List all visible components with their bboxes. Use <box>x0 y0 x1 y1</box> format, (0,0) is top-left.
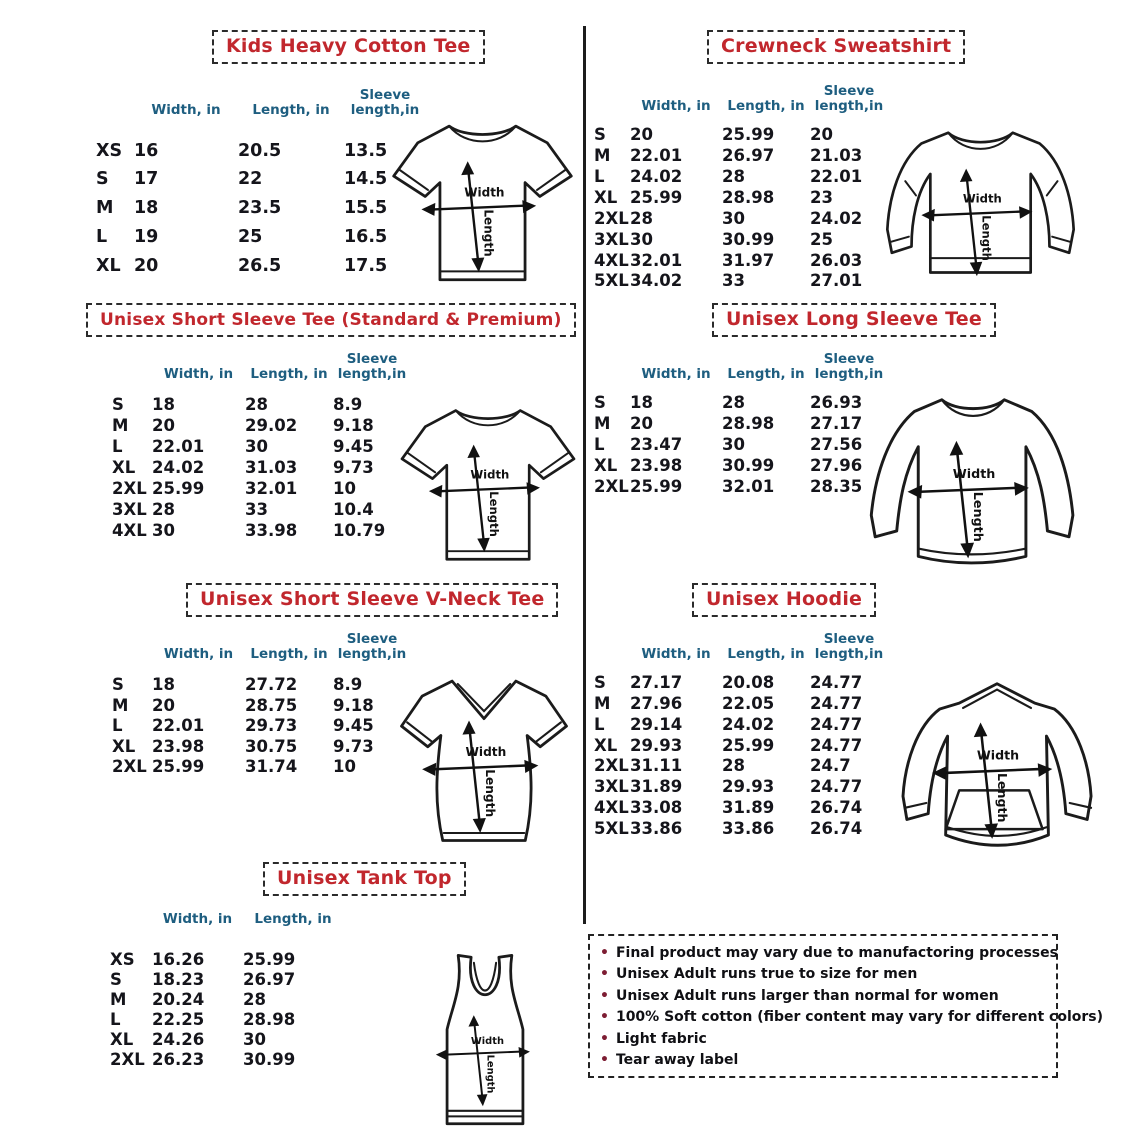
measurement-value: 27.96 <box>630 693 683 713</box>
size-row <box>112 715 411 736</box>
measurement-value: 25.99 <box>243 949 296 969</box>
measurement-value: 26.74 <box>810 797 863 817</box>
size-row <box>96 194 426 223</box>
size-label: 3XL <box>594 777 629 797</box>
size-label: 2XL <box>594 477 629 497</box>
table-header-row <box>594 84 888 114</box>
measurement-value: 9.73 <box>333 736 374 756</box>
size-row <box>96 223 426 252</box>
measurement-value: 33 <box>722 271 745 291</box>
size-label: L <box>594 435 605 455</box>
size-row <box>112 415 411 436</box>
size-row <box>112 436 411 457</box>
size-row <box>594 187 888 208</box>
column-header: Length, in <box>727 646 805 663</box>
measurement-value: 20 <box>810 125 833 145</box>
tank-top-illustration <box>424 948 546 1133</box>
measurement-value: 30 <box>243 1030 266 1050</box>
section-title-unisex-hoodie: Unisex Hoodie <box>692 583 876 617</box>
measurement-value: 33.86 <box>630 818 683 838</box>
column-header: Length, in <box>250 366 328 383</box>
measurement-value: 20 <box>152 416 175 436</box>
size-label: XL <box>594 735 618 755</box>
measurement-value: 27.72 <box>245 675 298 695</box>
width-arrow-label: Width <box>470 1036 504 1048</box>
size-row <box>96 136 426 165</box>
size-row <box>594 818 888 839</box>
size-label: 3XL <box>594 229 629 249</box>
measurement-value: 20.5 <box>238 140 282 161</box>
section-title-tank-top: Unisex Tank Top <box>263 862 466 896</box>
size-row <box>110 949 343 969</box>
size-label: 4XL <box>112 521 147 541</box>
size-label: L <box>594 714 605 734</box>
size-label: XL <box>594 456 618 476</box>
measurement-value: 15.5 <box>344 198 388 219</box>
measurement-value: 18 <box>134 198 159 219</box>
measurement-value: 29.14 <box>630 714 683 734</box>
size-row <box>594 413 888 434</box>
measurement-value: 33 <box>245 500 268 520</box>
measurement-value: 18 <box>152 675 175 695</box>
measurement-value: 29.02 <box>245 416 298 436</box>
vneck-tee-illustration <box>395 668 573 848</box>
measurement-value: 9.45 <box>333 437 374 457</box>
size-row <box>112 394 411 415</box>
width-arrow-label: Width <box>962 191 1002 206</box>
table-header-row <box>112 632 411 662</box>
size-label: S <box>594 125 606 145</box>
size-row <box>112 757 411 778</box>
column-header: Sleeve length,in <box>814 351 884 383</box>
measurement-value: 28.98 <box>243 1009 296 1029</box>
bullet-icon: • <box>600 945 609 961</box>
column-header: Sleeve length,in <box>337 631 407 663</box>
product-notes-box <box>588 934 1103 1078</box>
size-row <box>594 755 888 776</box>
measurement-value: 23 <box>810 187 833 207</box>
measurement-value: 26.97 <box>722 146 775 166</box>
measurement-value: 18.23 <box>152 969 205 989</box>
size-label: 4XL <box>594 250 629 270</box>
section-title-crewneck-sweatshirt: Crewneck Sweatshirt <box>707 30 965 64</box>
long-sleeve-tee-illustration <box>860 390 1092 574</box>
size-row <box>110 1029 343 1049</box>
measurement-value: 20 <box>152 695 175 715</box>
table-header-row <box>594 632 888 662</box>
bullet-icon: • <box>600 1052 609 1069</box>
measurement-value: 28 <box>245 395 268 415</box>
measurement-value: 22.05 <box>722 693 775 713</box>
measurement-value: 31.89 <box>630 777 683 797</box>
size-table-long-sleeve-tee <box>594 352 888 497</box>
table-header-row <box>112 352 411 382</box>
size-row <box>594 124 888 145</box>
column-header: Length, in <box>727 366 805 383</box>
measurement-value: 26.23 <box>152 1050 205 1070</box>
measurement-value: 28.35 <box>810 477 863 497</box>
measurement-value: 24.26 <box>152 1030 205 1050</box>
measurement-value: 25 <box>810 229 833 249</box>
size-label: 2XL <box>594 208 629 228</box>
measurement-value: 32.01 <box>245 479 298 499</box>
measurement-value: 10.4 <box>333 500 374 520</box>
measurement-value: 22.01 <box>152 716 205 736</box>
measurement-value: 16.26 <box>152 949 205 969</box>
section-title-vneck-tee: Unisex Short Sleeve V-Neck Tee <box>186 583 558 617</box>
length-arrow-label: Length <box>979 215 994 261</box>
measurement-value: 30 <box>152 521 175 541</box>
measurement-value: 31.03 <box>245 458 298 478</box>
size-row <box>594 797 888 818</box>
size-label: 2XL <box>110 1050 145 1070</box>
width-arrow-label: Width <box>465 745 507 760</box>
measurement-value: 20 <box>630 125 653 145</box>
size-label: M <box>110 989 127 1009</box>
section-title-long-sleeve-tee: Unisex Long Sleeve Tee <box>712 303 996 337</box>
measurement-value: 28 <box>630 208 653 228</box>
measurement-value: 26.5 <box>238 255 282 276</box>
size-label: XL <box>110 1030 134 1050</box>
size-label: M <box>594 414 611 434</box>
measurement-value: 8.9 <box>333 395 363 415</box>
measurement-value: 18 <box>630 393 653 413</box>
measurement-value: 30 <box>630 229 653 249</box>
column-header: Width, in <box>163 646 234 663</box>
column-header: Width, in <box>163 366 234 383</box>
column-divider-line <box>583 26 586 924</box>
size-label: L <box>110 1009 121 1029</box>
measurement-value: 27.56 <box>810 435 863 455</box>
size-label: XL <box>112 736 136 756</box>
column-header: Width, in <box>162 911 233 927</box>
measurement-value: 22.01 <box>630 146 683 166</box>
measurement-value: 10 <box>333 479 356 499</box>
size-row <box>594 714 888 735</box>
hoodie-illustration <box>888 676 1108 866</box>
measurement-value: 25.99 <box>152 757 205 777</box>
size-table-standard-tee <box>112 352 411 541</box>
length-arrow-label: Length <box>481 209 496 257</box>
measurement-value: 27.17 <box>630 673 683 693</box>
measurement-value: 28 <box>722 166 745 186</box>
width-arrow-label: Width <box>952 466 996 482</box>
measurement-value: 30.99 <box>243 1050 296 1070</box>
table-header-row <box>96 88 426 118</box>
section-title-kids-heavy-cotton-tee: Kids Heavy Cotton Tee <box>212 30 485 64</box>
size-row <box>594 735 888 756</box>
size-row <box>112 736 411 757</box>
measurement-value: 17.5 <box>344 255 388 276</box>
size-row <box>112 478 411 499</box>
measurement-value: 20.08 <box>722 673 775 693</box>
size-label: 2XL <box>594 756 629 776</box>
size-row <box>112 674 411 695</box>
size-row <box>594 776 888 797</box>
note-item: • Unisex Adult runs true to size for men <box>600 966 918 983</box>
measurement-value: 23.98 <box>630 456 683 476</box>
length-arrow-label: Length <box>484 1054 496 1094</box>
size-row <box>112 695 411 716</box>
column-header: Width, in <box>641 366 711 383</box>
tshirt-illustration-standard <box>398 398 578 570</box>
measurement-value: 32.01 <box>722 477 775 497</box>
measurement-value: 24.02 <box>152 458 205 478</box>
measurement-value: 9.73 <box>333 458 374 478</box>
column-header: Sleeve length,in <box>350 87 420 119</box>
size-row <box>594 455 888 476</box>
measurement-value: 13.5 <box>344 140 388 161</box>
length-arrow-label: Length <box>971 491 987 542</box>
note-item: • Unisex Adult runs larger than normal for women <box>600 987 999 1004</box>
measurement-value: 24.02 <box>810 208 863 228</box>
size-row <box>594 434 888 455</box>
size-label: S <box>594 673 606 693</box>
measurement-value: 24.02 <box>722 714 775 734</box>
measurement-value: 25.99 <box>722 735 775 755</box>
note-item: • 100% Soft cotton (fiber content may vary for different colors) <box>600 1009 1103 1026</box>
size-row <box>594 250 888 271</box>
measurement-value: 26.97 <box>243 969 296 989</box>
length-arrow-label: Length <box>482 769 497 818</box>
size-label: XL <box>594 187 618 207</box>
measurement-value: 22.01 <box>810 166 863 186</box>
measurement-value: 33.08 <box>630 797 683 817</box>
measurement-value: 24.77 <box>810 693 863 713</box>
measurement-value: 24.77 <box>810 673 863 693</box>
column-header: Sleeve length,in <box>814 83 884 115</box>
size-label: 2XL <box>112 479 147 499</box>
size-label: 4XL <box>594 797 629 817</box>
measurement-value: 17 <box>134 169 159 190</box>
measurement-value: 28 <box>722 756 745 776</box>
size-row <box>594 693 888 714</box>
size-row <box>112 457 411 478</box>
size-table-crewneck <box>594 84 888 291</box>
size-label: XS <box>96 140 123 161</box>
size-label: L <box>96 227 108 247</box>
measurement-value: 18 <box>152 395 175 415</box>
size-label: 5XL <box>594 271 629 291</box>
measurement-value: 24.77 <box>810 777 863 797</box>
measurement-value: 29.93 <box>630 735 683 755</box>
measurement-value: 25 <box>238 227 263 247</box>
width-arrow-label: Width <box>464 185 505 200</box>
measurement-value: 9.18 <box>333 695 374 715</box>
column-header: Width, in <box>641 646 711 663</box>
size-row <box>96 165 426 194</box>
size-label: S <box>594 393 606 413</box>
size-row <box>594 392 888 413</box>
size-label: 3XL <box>112 500 147 520</box>
size-row <box>110 989 343 1009</box>
size-label: 5XL <box>594 818 629 838</box>
size-label: S <box>110 969 122 989</box>
size-table-vneck-tee <box>112 632 411 777</box>
size-label: L <box>594 166 605 186</box>
column-header: Length, in <box>727 98 805 115</box>
measurement-value: 10.79 <box>333 521 386 541</box>
size-label: M <box>112 416 129 436</box>
bullet-icon: • <box>600 1030 609 1047</box>
size-row <box>96 251 426 280</box>
note-item: • Light fabric <box>600 1030 707 1047</box>
measurement-value: 30 <box>722 208 745 228</box>
size-table-tank-top <box>110 912 343 1070</box>
measurement-value: 23.98 <box>152 736 205 756</box>
measurement-value: 28 <box>722 393 745 413</box>
bullet-icon: • <box>600 987 609 1004</box>
note-item: • Tear away label <box>600 1052 739 1069</box>
size-table-hoodie <box>594 632 888 839</box>
measurement-value: 33.98 <box>245 521 298 541</box>
size-row <box>594 476 888 497</box>
measurement-value: 28.75 <box>245 695 298 715</box>
measurement-value: 25.99 <box>152 479 205 499</box>
size-label: 2XL <box>112 757 147 777</box>
measurement-value: 24.02 <box>630 166 683 186</box>
column-header: Length, in <box>250 646 328 663</box>
column-header: Width, in <box>641 98 711 115</box>
measurement-value: 33.86 <box>722 818 775 838</box>
measurement-value: 30.99 <box>722 229 775 249</box>
measurement-value: 29.73 <box>245 716 298 736</box>
size-label: XL <box>112 458 136 478</box>
measurement-value: 10 <box>333 757 356 777</box>
size-row <box>110 969 343 989</box>
measurement-value: 20 <box>630 414 653 434</box>
column-header: Sleeve length,in <box>337 351 407 383</box>
measurement-value: 32.01 <box>630 250 683 270</box>
size-label: M <box>594 693 611 713</box>
column-header: Length, in <box>254 911 332 927</box>
measurement-value: 31.74 <box>245 757 298 777</box>
measurement-value: 28.98 <box>722 414 775 434</box>
measurement-value: 16.5 <box>344 227 388 247</box>
size-row <box>594 208 888 229</box>
bullet-icon: • <box>600 966 609 983</box>
measurement-value: 22.25 <box>152 1009 205 1029</box>
measurement-value: 25.99 <box>630 477 683 497</box>
measurement-value: 31.89 <box>722 797 775 817</box>
measurement-value: 26.03 <box>810 250 863 270</box>
measurement-value: 8.9 <box>333 675 363 695</box>
measurement-value: 9.45 <box>333 716 374 736</box>
tshirt-illustration-kids <box>390 112 575 292</box>
measurement-value: 22 <box>238 169 263 190</box>
width-arrow-label: Width <box>470 467 510 482</box>
length-arrow-label: Length <box>486 491 501 537</box>
note-item: • Final product may vary due to manufactoring processes <box>600 945 1058 961</box>
crewneck-sweatshirt-illustration <box>868 122 1093 294</box>
width-arrow-label: Width <box>976 747 1020 763</box>
size-row <box>594 229 888 250</box>
size-label: L <box>112 716 123 736</box>
measurement-value: 25.99 <box>630 187 683 207</box>
size-row <box>110 1009 343 1029</box>
measurement-value: 28 <box>152 500 175 520</box>
measurement-value: 16 <box>134 140 159 161</box>
measurement-value: 28.98 <box>722 187 775 207</box>
measurement-value: 27.01 <box>810 271 863 291</box>
size-label: XS <box>110 949 135 969</box>
measurement-value: 26.74 <box>810 818 863 838</box>
measurement-value: 30.75 <box>245 736 298 756</box>
measurement-value: 31.97 <box>722 250 775 270</box>
section-title-unisex-short-sleeve-tee: Unisex Short Sleeve Tee (Standard & Premium) <box>86 303 576 337</box>
size-label: M <box>112 695 129 715</box>
length-arrow-label: Length <box>995 772 1010 823</box>
column-header: Width, in <box>151 102 221 119</box>
measurement-value: 28 <box>243 989 266 1009</box>
size-row <box>112 499 411 520</box>
measurement-value: 29.93 <box>722 777 775 797</box>
bullet-icon: • <box>600 1009 609 1026</box>
size-row <box>594 166 888 187</box>
column-header: Sleeve length,in <box>814 631 884 663</box>
size-row <box>112 520 411 541</box>
measurement-value: 23.47 <box>630 435 683 455</box>
size-label: S <box>96 169 109 190</box>
measurement-value: 26.93 <box>810 393 863 413</box>
size-row <box>110 1050 343 1070</box>
size-table-kids-tee <box>96 88 426 280</box>
size-label: L <box>112 437 123 457</box>
measurement-value: 30 <box>245 437 268 457</box>
measurement-value: 31.11 <box>630 756 683 776</box>
size-row <box>594 672 888 693</box>
measurement-value: 23.5 <box>238 198 282 219</box>
size-label: S <box>112 675 124 695</box>
measurement-value: 34.02 <box>630 271 683 291</box>
kangaroo-pocket <box>946 790 1043 829</box>
measurement-value: 30.99 <box>722 456 775 476</box>
measurement-value: 25.99 <box>722 125 775 145</box>
measurement-value: 24.77 <box>810 714 863 734</box>
measurement-value: 21.03 <box>810 146 863 166</box>
measurement-value: 20.24 <box>152 989 205 1009</box>
size-row <box>594 145 888 166</box>
measurement-value: 19 <box>134 227 159 247</box>
measurement-value: 24.7 <box>810 756 851 776</box>
size-label: S <box>112 395 124 415</box>
table-header-row <box>594 352 888 382</box>
measurement-value: 22.01 <box>152 437 205 457</box>
measurement-value: 27.96 <box>810 456 863 476</box>
size-row <box>594 270 888 291</box>
garment-body <box>402 411 574 560</box>
size-label: XL <box>96 255 121 276</box>
measurement-value: 30 <box>722 435 745 455</box>
size-label: M <box>96 198 114 219</box>
measurement-value: 9.18 <box>333 416 374 436</box>
measurement-value: 20 <box>134 255 159 276</box>
measurement-value: 27.17 <box>810 414 863 434</box>
measurement-value: 14.5 <box>344 169 388 190</box>
measurement-value: 24.77 <box>810 735 863 755</box>
table-header-row <box>110 912 343 927</box>
column-header: Length, in <box>252 102 330 119</box>
size-label: M <box>594 146 611 166</box>
